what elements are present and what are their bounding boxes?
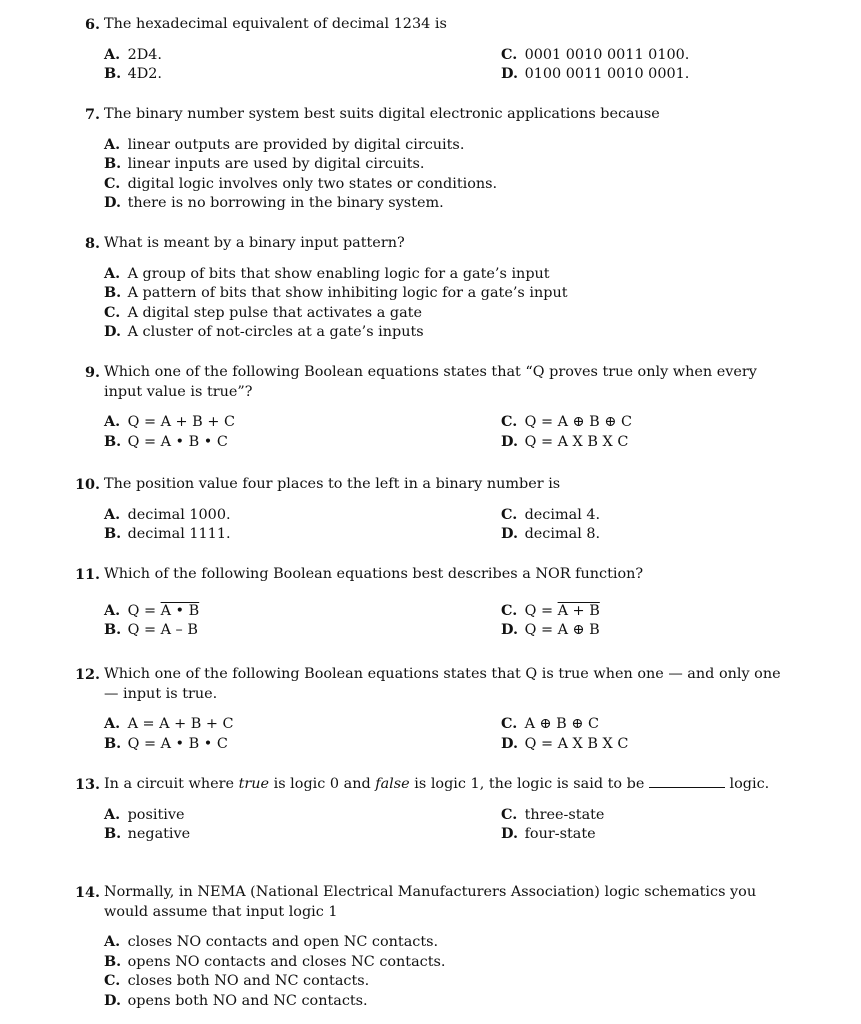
question-stem: Which of the following Boolean equations best describes a NOR function? xyxy=(104,566,644,582)
option-c: C. decimal 4. xyxy=(501,505,601,523)
question-number: 11. xyxy=(74,566,100,583)
option-c: C. Q = A ⊕ B ⊕ C xyxy=(501,413,632,430)
question-9 xyxy=(66,363,796,451)
question-11 xyxy=(66,565,796,640)
option-a: A. linear outputs are provided by digital circuits. xyxy=(104,135,465,153)
option-b: B. 4D2. xyxy=(104,65,163,82)
option-a: A. decimal 1000. xyxy=(104,505,231,523)
question-number: 9. xyxy=(84,364,100,381)
question-stem: The binary number system best suits digital electronic applications because xyxy=(104,106,660,122)
question-number: 6. xyxy=(84,16,100,33)
answer-options xyxy=(104,805,796,844)
question-stem: The position value four places to the left in a binary number is xyxy=(104,476,561,492)
question-number: 13. xyxy=(74,776,100,793)
question-14 xyxy=(66,883,796,1010)
question-stem: In a circuit where true is logic 0 and false is logic 1, the logic is said to be logic. xyxy=(104,776,770,792)
option-d: D. 0100 0011 0010 0001. xyxy=(501,65,690,82)
option-b: B. Q = A • B • C xyxy=(104,734,228,752)
option-b: B. Q = A • B • C xyxy=(104,432,228,450)
question-stem: The hexadecimal equivalent of decimal 1234 is xyxy=(104,16,447,32)
option-d: D. Q = A X B X C xyxy=(501,734,629,752)
question-stem: Which one of the following Boolean equations states that “Q proves true only when every input value is true”? xyxy=(104,364,757,400)
option-d: D. Q = A ⊕ B xyxy=(501,621,600,638)
overline-expression: A + B xyxy=(557,602,600,619)
answer-options xyxy=(104,264,796,342)
answer-options xyxy=(104,135,796,213)
option-d: D. Q = A X B X C xyxy=(501,432,629,450)
answer-options xyxy=(104,601,796,640)
option-a: A. Q = A + B + C xyxy=(104,413,235,430)
overline-expression: A • B xyxy=(160,602,200,619)
question-number: 14. xyxy=(74,884,100,901)
question-stem: Normally, in NEMA (National Electrical Manufacturers Association) logic schematics you would assume that input logic 1 xyxy=(104,884,757,920)
question-number: 8. xyxy=(84,235,100,252)
question-number: 12. xyxy=(74,666,100,683)
question-7 xyxy=(66,105,796,213)
option-c: C. A ⊕ B ⊕ C xyxy=(501,715,599,732)
fill-in-blank xyxy=(649,775,725,788)
option-b: B. linear inputs are used by digital circuits. xyxy=(104,155,425,172)
answer-options xyxy=(104,505,796,544)
question-number: 10. xyxy=(74,476,100,493)
option-a: A. positive xyxy=(104,805,185,823)
answer-options xyxy=(104,714,796,753)
question-number: 7. xyxy=(84,106,100,123)
question-13 xyxy=(66,775,796,844)
option-c: C. 0001 0010 0011 0100. xyxy=(501,45,690,63)
answer-options xyxy=(104,412,796,451)
answer-options xyxy=(104,45,796,84)
option-c: C. closes both NO and NC contacts. xyxy=(104,972,370,989)
option-b: B. A pattern of bits that show inhibiting logic for a gate’s input xyxy=(104,284,568,301)
question-6 xyxy=(66,15,796,84)
option-b: B. opens NO contacts and closes NC contacts. xyxy=(104,952,446,970)
option-b: B. negative xyxy=(104,825,191,842)
option-d: D. decimal 8. xyxy=(501,525,601,542)
option-d: D. there is no borrowing in the binary system. xyxy=(104,194,444,211)
question-stem: What is meant by a binary input pattern? xyxy=(104,235,405,251)
option-c: C. digital logic involves only two states or conditions. xyxy=(104,174,498,192)
question-12 xyxy=(66,665,796,753)
option-a: A. A = A + B + C xyxy=(104,715,234,732)
option-c: C. A digital step pulse that activates a gate xyxy=(104,303,422,321)
option-c: C. three-state xyxy=(501,805,605,823)
answer-options xyxy=(104,932,796,1010)
option-a: A. Q = A • B xyxy=(104,601,200,619)
option-a: A. closes NO contacts and open NC contacts. xyxy=(104,933,439,950)
option-d: D. four-state xyxy=(501,825,596,842)
option-d: D. A cluster of not-circles at a gate’s inputs xyxy=(104,323,424,340)
option-a: A. 2D4. xyxy=(104,45,163,63)
option-a: A. A group of bits that show enabling logic for a gate’s input xyxy=(104,264,550,282)
question-8 xyxy=(66,234,796,342)
option-c: C. Q = A + B xyxy=(501,601,600,619)
question-stem: Which one of the following Boolean equations states that Q is true when one — and only one — input is true. xyxy=(104,666,781,702)
option-d: D. opens both NO and NC contacts. xyxy=(104,991,368,1009)
option-b: B. decimal 1111. xyxy=(104,525,231,542)
option-b: B. Q = A – B xyxy=(104,621,198,638)
question-10 xyxy=(66,475,796,544)
